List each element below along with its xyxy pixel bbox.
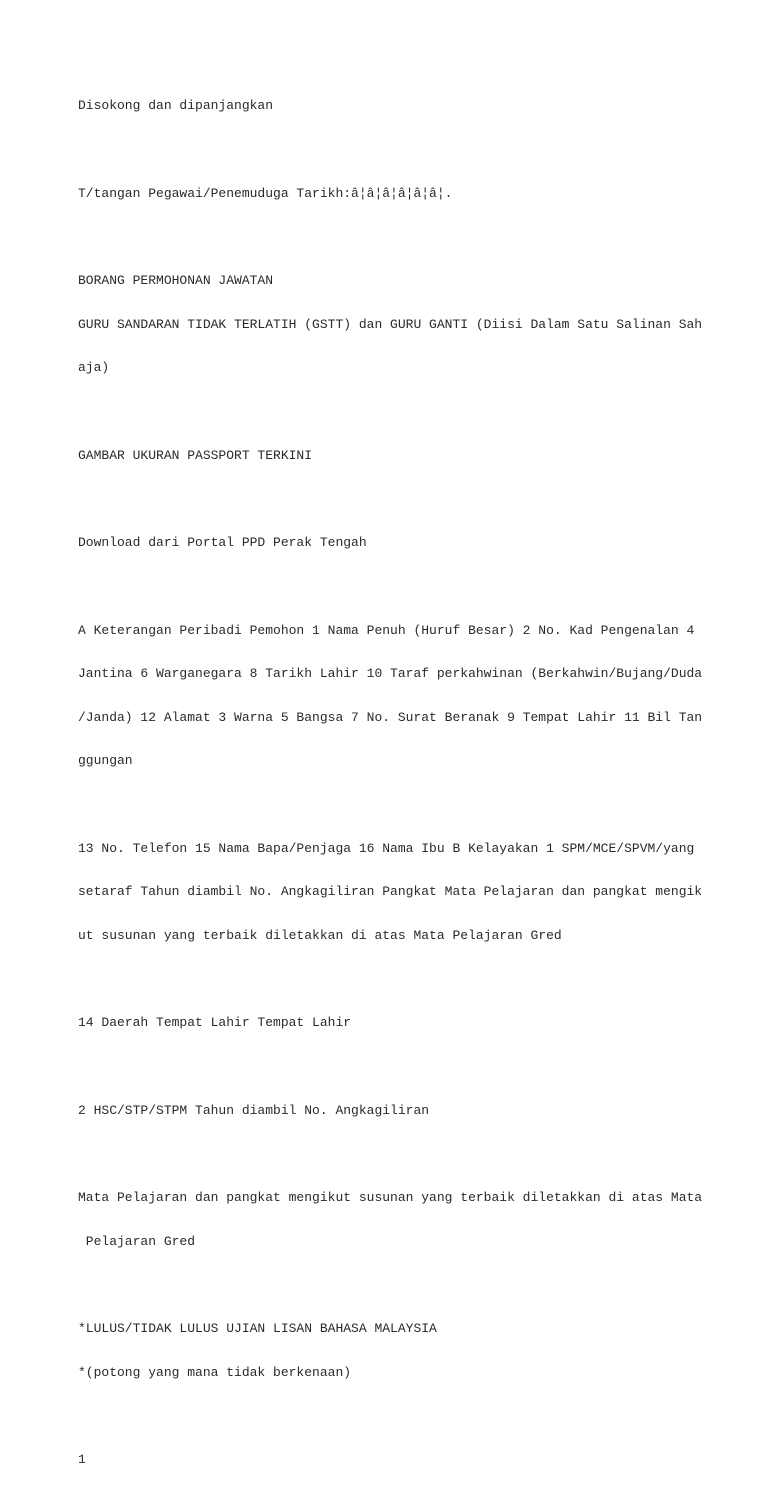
text-line: T/tangan Pegawai/Penemuduga Tarikh:â¦â¦â¦â¦â¦â¦. [78, 185, 453, 201]
text-line: Jantina 6 Warganegara 8 Tarikh Lahir 10 Taraf perkahwinan (Berkahwin/Bujang/Duda [78, 666, 703, 681]
text-line: 1 [78, 1452, 86, 1467]
endorsement-line [78, 70, 698, 143]
text-line: setaraf Tahun diambil No. Angkagiliran Pangkat Mata Pelajaran dan pangkat mengik [78, 884, 703, 899]
text-line: 2 HSC/STP/STPM Tahun diambil No. Angkagiliran [78, 1102, 430, 1118]
text-line: ut susunan yang terbaik diletakkan di atas Mata Pelajaran Gred [78, 927, 562, 943]
text-line: 14 Daerah Tempat Lahir Tempat Lahir [78, 1015, 352, 1030]
text-line: Mata Pelajaran dan pangkat mengikut susunan yang terbaik diletakkan di atas Mata [78, 1190, 703, 1205]
officer-signature-line [78, 158, 698, 231]
oral-test-note [78, 1293, 698, 1409]
text-line: /Janda) 12 Alamat 3 Warna 5 Bangsa 7 No. Surat Beranak 9 Tempat Lahir 11 Bil Tan [78, 709, 703, 725]
text-line: 13 No. Telefon 15 Nama Bapa/Penjaga 16 Nama Ibu B Kelayakan 1 SPM/MCE/SPVM/yang [78, 840, 695, 856]
qualifications-section [78, 813, 703, 973]
text-line: *(potong yang mana tidak berkenaan) [78, 1364, 352, 1380]
hsc-stpm-line [78, 1075, 698, 1148]
photo-label [78, 420, 698, 493]
text-line: Download dari Portal PPD Perak Tengah [78, 535, 367, 550]
text-line: BORANG PERMOHONAN JAWATAN [78, 273, 274, 288]
form-title [78, 245, 703, 405]
document-page [78, 70, 703, 1512]
text-line: Disokong dan dipanjangkan [78, 98, 274, 113]
birthplace-district-line [78, 987, 698, 1060]
text-line: GURU SANDARAN TIDAK TERLATIH (GSTT) dan GURU GANTI (Diisi Dalam Satu Salinan Sah [78, 316, 703, 332]
personal-details-section [78, 595, 703, 798]
text-line: GAMBAR UKURAN PASSPORT TERKINI [78, 447, 313, 463]
download-note [78, 507, 698, 580]
subjects-grade-note [78, 1162, 703, 1278]
text-line: aja) [78, 360, 110, 375]
text-line: *LULUS/TIDAK LULUS UJIAN LISAN BAHASA MALAYSIA [78, 1321, 437, 1336]
text-line: A Keterangan Peribadi Pemohon 1 Nama Penuh (Huruf Besar) 2 No. Kad Pengenalan 4 [78, 622, 695, 638]
page-number [78, 1424, 698, 1497]
text-line: Pelajaran Gred [78, 1233, 196, 1249]
text-line: ggungan [78, 753, 133, 768]
